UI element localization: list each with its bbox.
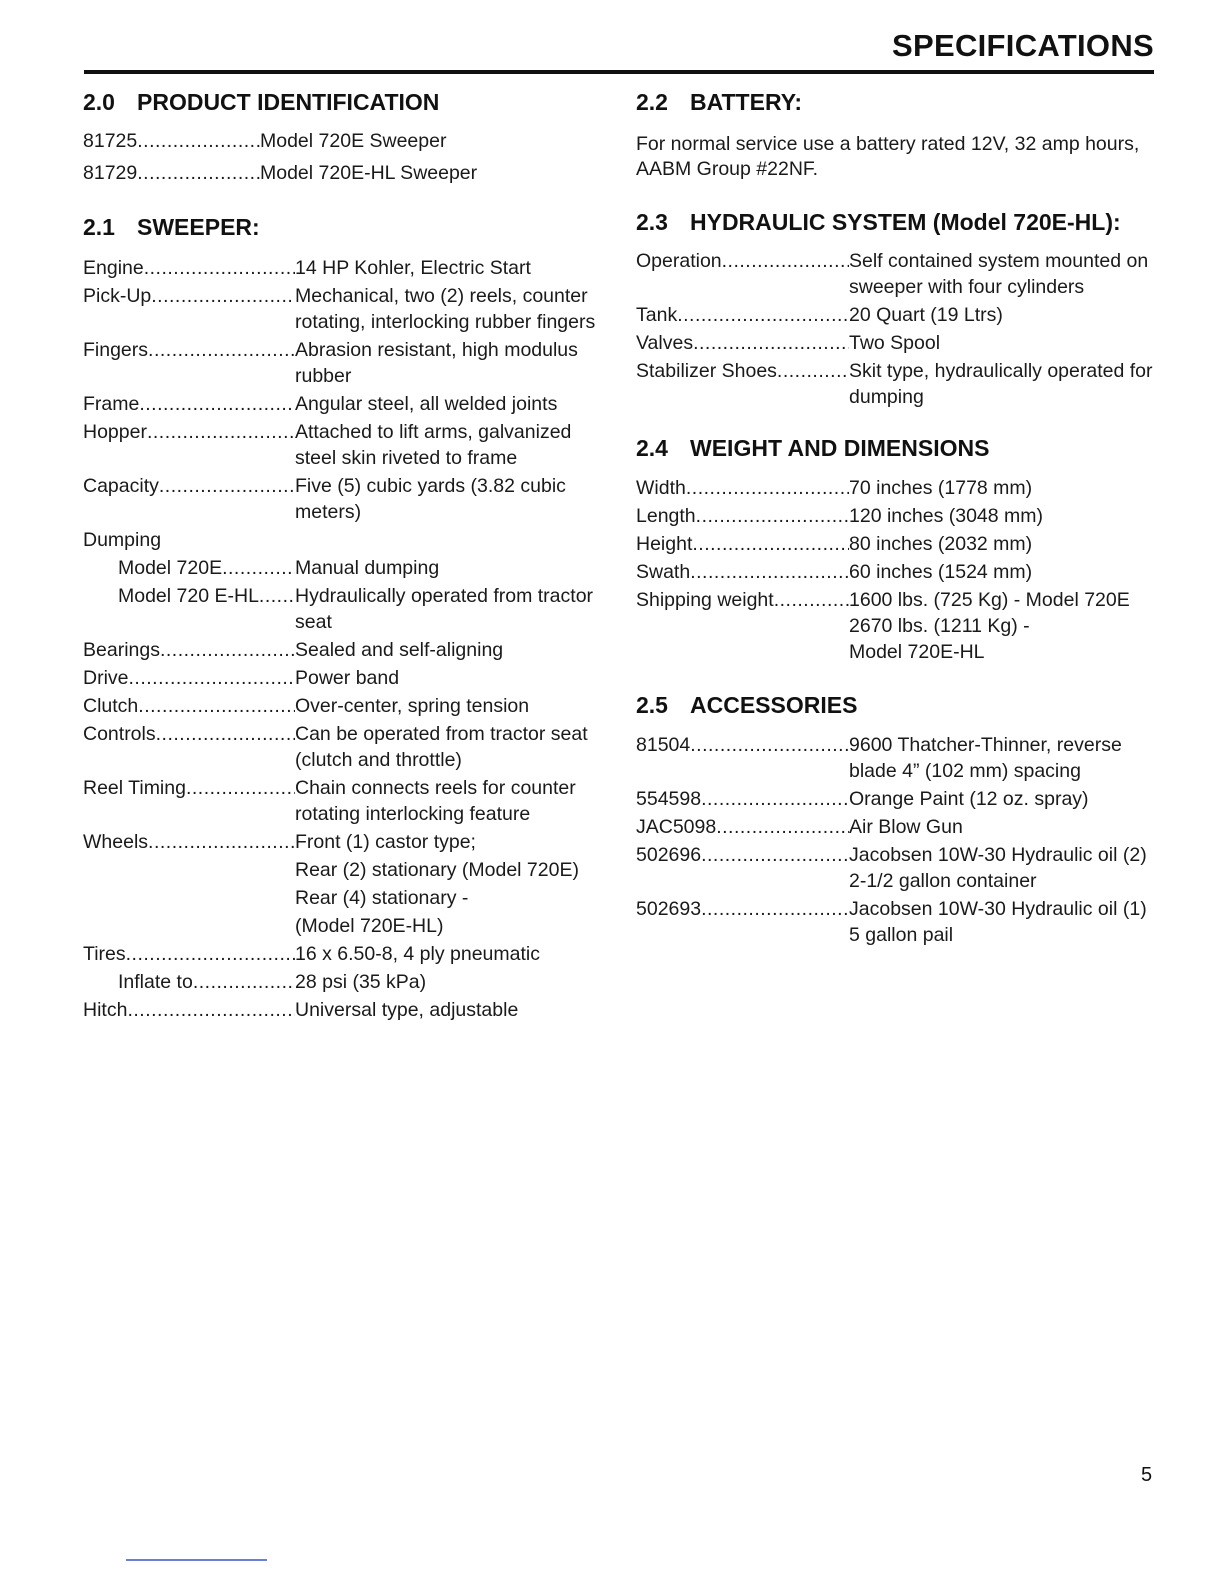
- spec-label: Engine: [83, 257, 144, 279]
- spec-label: Hopper: [83, 421, 147, 443]
- dot-leader: [129, 665, 295, 691]
- dot-leader: [160, 637, 295, 663]
- spec-value: [295, 829, 599, 939]
- spec-label: Wheels: [83, 831, 149, 853]
- spec-value-line: (Model 720E-HL): [295, 915, 444, 937]
- spec-row-dumping: [83, 527, 599, 553]
- section-sweeper: [83, 213, 603, 1023]
- spec-label: Pick-Up: [83, 285, 152, 307]
- spec-value: Abrasion resistant, high modulus rubber: [295, 339, 578, 387]
- accessory-row: [636, 896, 1156, 948]
- section-title: ACCESSORIES: [690, 692, 858, 718]
- spec-row-drive: [83, 665, 599, 691]
- dot-leader: [193, 969, 295, 995]
- dot-leader: [156, 721, 295, 773]
- dot-leader: [690, 559, 849, 585]
- section-heading: [636, 434, 1156, 462]
- spec-value: 14 HP Kohler, Electric Start: [295, 257, 531, 279]
- section-title: HYDRAULIC SYSTEM (Model 720E-HL):: [690, 209, 1121, 235]
- part-number: 81725: [83, 130, 138, 152]
- spec-label: Clutch: [83, 695, 139, 717]
- spec-label: Hitch: [83, 999, 128, 1021]
- spec-row-swath: [636, 559, 1156, 585]
- accessory-description: 9600 Thatcher-Thinner, reverse blade 4” (102 mm) spacing: [849, 734, 1122, 782]
- spec-label: Reel Timing: [83, 777, 186, 799]
- spec-value: Hydraulically operated from tractor seat: [295, 585, 594, 633]
- spec-label: Model 720 E-HL: [118, 585, 259, 607]
- accessory-description: Jacobsen 10W-30 Hydraulic oil (2) 2-1/2 gallon container: [849, 844, 1147, 892]
- spec-row-bearings: [83, 637, 599, 663]
- spec-row: [83, 128, 603, 154]
- spec-row-capacity: [83, 473, 599, 525]
- spec-label: Tank: [636, 304, 678, 326]
- section-title: PRODUCT IDENTIFICATION: [137, 89, 440, 115]
- part-number: 81729: [83, 162, 138, 184]
- spec-label: Dumping: [83, 529, 162, 551]
- spec-value: 28 psi (35 kPa): [295, 971, 427, 993]
- section-number: 2.3: [636, 209, 668, 235]
- spec-row-controls: [83, 721, 599, 773]
- spec-value: Angular steel, all welded joints: [295, 393, 558, 415]
- spec-value: Five (5) cubic yards (3.82 cubic meters): [295, 475, 566, 523]
- section-hydraulic: [636, 208, 1156, 410]
- section-accessories: [636, 691, 1156, 948]
- spec-row-stabilizer: [636, 358, 1156, 410]
- spec-row-dumping-720e: [83, 555, 599, 581]
- spec-value: Sealed and self-aligning: [295, 639, 504, 661]
- spec-label: Shipping weight: [636, 589, 774, 611]
- dot-leader: [138, 693, 295, 719]
- dot-leader: [148, 829, 295, 939]
- dot-leader: [126, 941, 295, 967]
- spec-label: Drive: [83, 667, 129, 689]
- spec-value-line: 1600 lbs. (725 Kg) - Model 720E: [849, 589, 1130, 611]
- section-heading: [83, 88, 603, 116]
- spec-label: Valves: [636, 332, 694, 354]
- spec-value-line: Model 720E-HL: [849, 641, 985, 663]
- spec-value: [849, 587, 1156, 665]
- accessory-row: [636, 842, 1156, 894]
- spec-row-tank: [636, 302, 1156, 328]
- spec-label: Model 720E: [118, 557, 223, 579]
- dot-leader: [686, 475, 849, 501]
- spec-row-height: [636, 531, 1156, 557]
- spec-value: 80 inches (2032 mm): [849, 533, 1033, 555]
- section-heading: [636, 208, 1156, 236]
- spec-row-frame: [83, 391, 599, 417]
- spec-value-line: 2670 lbs. (1211 Kg) -: [849, 615, 1030, 637]
- spec-row-width: [636, 475, 1156, 501]
- part-description: Model 720E Sweeper: [260, 130, 447, 152]
- section-product-identification: [83, 88, 603, 186]
- spec-row-dumping-720ehl: [83, 583, 599, 635]
- left-column: [83, 88, 603, 1023]
- spec-row-hitch: [83, 997, 599, 1023]
- spec-row-operation: [636, 248, 1156, 300]
- spec-value: 16 x 6.50-8, 4 ply pneumatic: [295, 943, 540, 965]
- spec-row-hopper: [83, 419, 599, 471]
- right-column: [636, 88, 1156, 948]
- dot-leader: [774, 587, 849, 665]
- spec-value: 60 inches (1524 mm): [849, 561, 1033, 583]
- footer-link-underline: [126, 1559, 267, 1561]
- dot-leader: [696, 503, 849, 529]
- spec-label: Height: [636, 533, 693, 555]
- dot-leader: [259, 583, 295, 635]
- spec-value: Chain connects reels for counter rotating interlocking feature: [295, 777, 576, 825]
- spec-value: Mechanical, two (2) reels, counter rotating, interlocking rubber fingers: [295, 285, 596, 333]
- spec-value: Self contained system mounted on sweeper with four cylinders: [849, 250, 1149, 298]
- spec-row-tires: [83, 941, 599, 967]
- header-rule: [84, 70, 1154, 74]
- dot-leader: [701, 842, 849, 894]
- spec-label: Width: [636, 477, 686, 499]
- dot-leader: [127, 997, 295, 1023]
- spec-value: 70 inches (1778 mm): [849, 477, 1033, 499]
- spec-row-length: [636, 503, 1156, 529]
- dot-leader: [151, 283, 295, 335]
- dot-leader: [147, 419, 295, 471]
- battery-text: For normal service use a battery rated 12V, 32 amp hours, AABM Group #22NF.: [636, 133, 1140, 180]
- dot-leader: [137, 128, 260, 154]
- dot-leader: [137, 160, 260, 186]
- page-number: 5: [1141, 1464, 1153, 1486]
- section-title: BATTERY:: [690, 89, 803, 115]
- spec-label: Swath: [636, 561, 691, 583]
- spec-row-valves: [636, 330, 1156, 356]
- spec-label: Inflate to: [118, 971, 193, 993]
- dot-leader: [222, 555, 295, 581]
- dot-leader: [722, 248, 849, 300]
- spec-label: Capacity: [83, 475, 159, 497]
- spec-value: Over-center, spring tension: [295, 695, 530, 717]
- spec-row-shipping: [636, 587, 1156, 665]
- accessory-description: Air Blow Gun: [849, 816, 963, 838]
- spec-label: Fingers: [83, 339, 149, 361]
- part-number: 502693: [636, 898, 702, 920]
- dot-leader: [139, 391, 295, 417]
- spec-row-engine: [83, 255, 599, 281]
- section-number: 2.1: [83, 214, 115, 240]
- spec-label: Operation: [636, 250, 722, 272]
- accessory-row: [636, 786, 1156, 812]
- dot-leader: [144, 255, 295, 281]
- section-number: 2.0: [83, 89, 115, 115]
- spec-value: Power band: [295, 667, 400, 689]
- section-number: 2.2: [636, 89, 668, 115]
- spec-value-line: Front (1) castor type;: [295, 831, 476, 853]
- spec-value: Universal type, adjustable: [295, 999, 519, 1021]
- dot-leader: [701, 896, 849, 948]
- section-heading: [83, 213, 603, 241]
- accessory-description: Jacobsen 10W-30 Hydraulic oil (1) 5 gallon pail: [849, 898, 1147, 946]
- accessory-row: [636, 814, 1156, 840]
- part-number: 81504: [636, 734, 691, 756]
- section-heading: [636, 691, 1156, 719]
- accessory-description: Orange Paint (12 oz. spray): [849, 788, 1089, 810]
- dot-leader: [690, 732, 849, 784]
- section-weights: [636, 434, 1156, 665]
- spec-value: 120 inches (3048 mm): [849, 505, 1044, 527]
- spec-label: Controls: [83, 723, 156, 745]
- spec-value: Attached to lift arms, galvanized steel skin riveted to frame: [295, 421, 572, 469]
- dot-leader: [692, 531, 849, 557]
- section-number: 2.5: [636, 692, 668, 718]
- spec-value: Manual dumping: [295, 557, 440, 579]
- dot-leader: [677, 302, 849, 328]
- dot-leader: [693, 330, 849, 356]
- spec-value: 20 Quart (19 Ltrs): [849, 304, 1003, 326]
- spec-value: Two Spool: [849, 332, 941, 354]
- spec-value: Can be operated from tractor seat (clutch and throttle): [295, 723, 588, 771]
- spec-label: Stabilizer Shoes: [636, 360, 777, 382]
- dot-leader: [777, 358, 849, 410]
- dot-leader: [148, 337, 295, 389]
- dot-leader: [716, 814, 849, 840]
- part-description: Model 720E-HL Sweeper: [260, 162, 478, 184]
- dot-leader: [159, 473, 295, 525]
- spec-value-line: Rear (4) stationary -: [295, 887, 469, 909]
- spec-label: Bearings: [83, 639, 160, 661]
- spec-label: Length: [636, 505, 696, 527]
- spec-value-line: Rear (2) stationary (Model 720E): [295, 859, 579, 881]
- spec-row-pickup: [83, 283, 599, 335]
- section-battery: [636, 88, 1156, 182]
- section-number: 2.4: [636, 435, 668, 461]
- part-number: JAC5098: [636, 816, 717, 838]
- section-title: WEIGHT AND DIMENSIONS: [690, 435, 990, 461]
- spec-row-wheels: [83, 829, 599, 939]
- section-heading: [636, 88, 1156, 116]
- spec-row-clutch: [83, 693, 599, 719]
- spec-value: Skit type, hydraulically operated for dumping: [849, 360, 1153, 408]
- spec-label: Tires: [83, 943, 126, 965]
- dot-leader: [701, 786, 849, 812]
- spec-row: [83, 160, 603, 186]
- spec-row-reel-timing: [83, 775, 599, 827]
- part-number: 554598: [636, 788, 702, 810]
- spec-label: Frame: [83, 393, 140, 415]
- part-number: 502696: [636, 844, 702, 866]
- spec-row-fingers: [83, 337, 599, 389]
- dot-leader: [186, 775, 295, 827]
- section-title: SWEEPER:: [137, 214, 260, 240]
- spec-row-inflate: [83, 969, 599, 995]
- accessory-row: [636, 732, 1156, 784]
- page-title: SPECIFICATIONS: [892, 28, 1154, 63]
